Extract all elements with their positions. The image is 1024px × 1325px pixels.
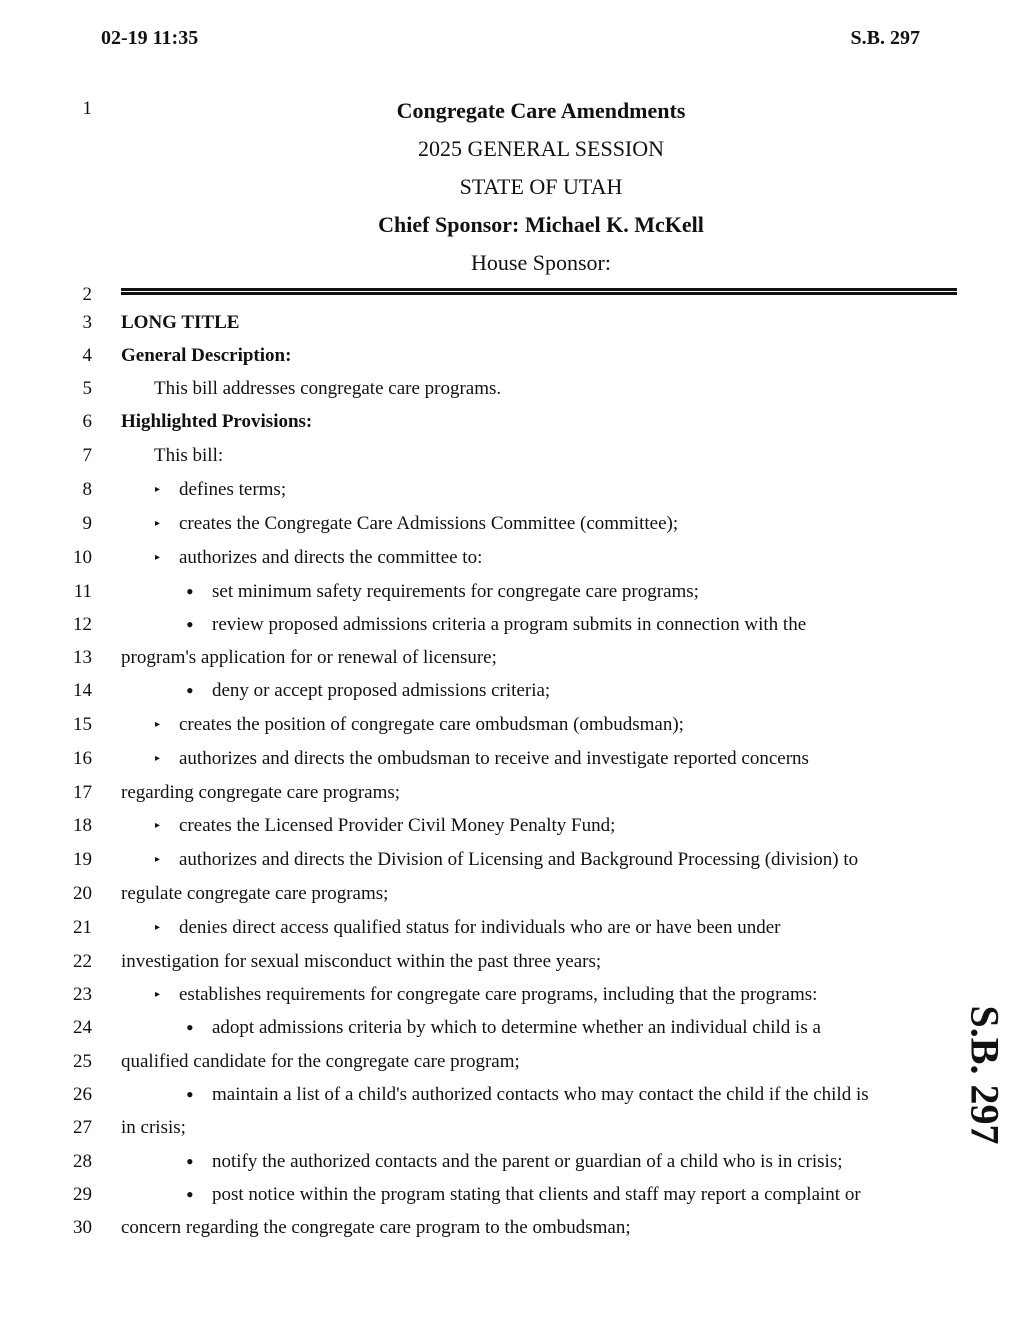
list-item: review proposed admissions criteria a program submits in connection with the <box>212 614 807 635</box>
title-rule <box>121 288 957 291</box>
list-item: authorizes and directs the Division of Licensing and Background Processing (division) to <box>179 849 859 870</box>
triangle-bullet-icon: ▸ <box>155 753 161 764</box>
dot-bullet-icon: • <box>186 1015 194 1040</box>
line-number: 3 <box>82 312 92 333</box>
triangle-bullet-icon: ▸ <box>155 484 161 495</box>
line-number: 14 <box>73 680 92 701</box>
line-number: 18 <box>73 815 92 836</box>
list-item: establishes requirements for congregate care programs, including that the programs: <box>179 984 818 1005</box>
triangle-bullet-icon: ▸ <box>155 854 161 865</box>
chief-sponsor: Chief Sponsor: Michael K. McKell <box>378 212 704 237</box>
line-number: 28 <box>73 1151 92 1172</box>
body-text: This bill: <box>154 445 224 466</box>
list-item-continuation: investigation for sexual misconduct within the past three years; <box>121 951 602 972</box>
title-rule <box>121 292 957 295</box>
list-item-continuation: regarding congregate care programs; <box>121 782 401 803</box>
section-heading: Highlighted Provisions: <box>121 411 313 432</box>
line-number: 20 <box>73 883 92 904</box>
line-number: 7 <box>82 445 92 466</box>
line-number: 22 <box>73 951 92 972</box>
list-item: deny or accept proposed admissions criteria; <box>212 680 551 701</box>
triangle-bullet-icon: ▸ <box>155 989 161 1000</box>
list-item: maintain a list of a child's authorized contacts who may contact the child if the child is <box>212 1084 869 1105</box>
line-number: 11 <box>73 581 92 602</box>
list-item-continuation: qualified candidate for the congregate care program; <box>121 1051 520 1072</box>
triangle-bullet-icon: ▸ <box>155 518 161 529</box>
list-item: defines terms; <box>179 479 287 500</box>
session-line: 2025 GENERAL SESSION <box>417 136 665 161</box>
list-item: notify the authorized contacts and the parent or guardian of a child who is in crisis; <box>212 1151 843 1172</box>
header-timestamp: 02-19 11:35 <box>101 27 199 49</box>
line-number: 19 <box>73 849 92 870</box>
list-item-continuation: program's application for or renewal of licensure; <box>121 647 497 668</box>
triangle-bullet-icon: ▸ <box>155 719 161 730</box>
dot-bullet-icon: • <box>186 612 194 637</box>
line-number: 25 <box>73 1051 92 1072</box>
line-number: 6 <box>82 411 92 432</box>
line-number: 30 <box>73 1217 92 1238</box>
section-heading: General Description: <box>121 345 292 366</box>
list-item-continuation: concern regarding the congregate care program to the ombudsman; <box>121 1217 631 1238</box>
line-number: 24 <box>73 1017 92 1038</box>
line-number: 8 <box>82 479 92 500</box>
line-number: 21 <box>73 917 92 938</box>
dot-bullet-icon: • <box>186 1149 194 1174</box>
list-item: creates the position of congregate care ombudsman (ombudsman); <box>179 714 684 735</box>
list-item: authorizes and directs the committee to: <box>179 547 483 568</box>
line-number: 29 <box>73 1184 92 1205</box>
list-item: post notice within the program stating that clients and staff may report a complaint or <box>212 1184 861 1205</box>
line-number: 9 <box>82 513 92 534</box>
line-number: 26 <box>73 1084 92 1105</box>
side-bill-label: S.B. 297 <box>962 1005 1008 1145</box>
triangle-bullet-icon: ▸ <box>155 820 161 831</box>
line-number: 5 <box>82 378 92 399</box>
dot-bullet-icon: • <box>186 1182 194 1207</box>
line-number: 15 <box>73 714 92 735</box>
dot-bullet-icon: • <box>186 678 194 703</box>
list-item: adopt admissions criteria by which to determine whether an individual child is a <box>212 1017 821 1038</box>
list-item: set minimum safety requirements for congregate care programs; <box>212 581 699 602</box>
dot-bullet-icon: • <box>186 579 194 604</box>
header-bill-number: S.B. 297 <box>850 27 920 49</box>
line-number: 1 <box>82 98 92 119</box>
line-number: 13 <box>73 647 92 668</box>
line-number: 16 <box>73 748 92 769</box>
body-text: This bill addresses congregate care programs. <box>154 378 502 399</box>
list-item: denies direct access qualified status for individuals who are or have been under <box>179 917 781 938</box>
list-item-continuation: regulate congregate care programs; <box>121 883 389 904</box>
line-number: 2 <box>82 284 92 305</box>
list-item-continuation: in crisis; <box>121 1117 186 1138</box>
line-number: 10 <box>73 547 92 568</box>
list-item: creates the Licensed Provider Civil Money Penalty Fund; <box>179 815 616 836</box>
section-heading: LONG TITLE <box>121 312 240 333</box>
bill-title: Congregate Care Amendments <box>396 98 686 123</box>
line-number: 23 <box>73 984 92 1005</box>
triangle-bullet-icon: ▸ <box>155 552 161 563</box>
list-item: authorizes and directs the ombudsman to receive and investigate reported concerns <box>179 748 809 769</box>
line-number: 12 <box>73 614 92 635</box>
house-sponsor: House Sponsor: <box>471 250 611 275</box>
line-number: 17 <box>73 782 92 803</box>
line-number: 4 <box>82 345 92 366</box>
line-number: 27 <box>73 1117 92 1138</box>
list-item: creates the Congregate Care Admissions Committee (committee); <box>179 513 679 534</box>
triangle-bullet-icon: ▸ <box>155 922 161 933</box>
dot-bullet-icon: • <box>186 1082 194 1107</box>
state-line: STATE OF UTAH <box>459 174 623 199</box>
